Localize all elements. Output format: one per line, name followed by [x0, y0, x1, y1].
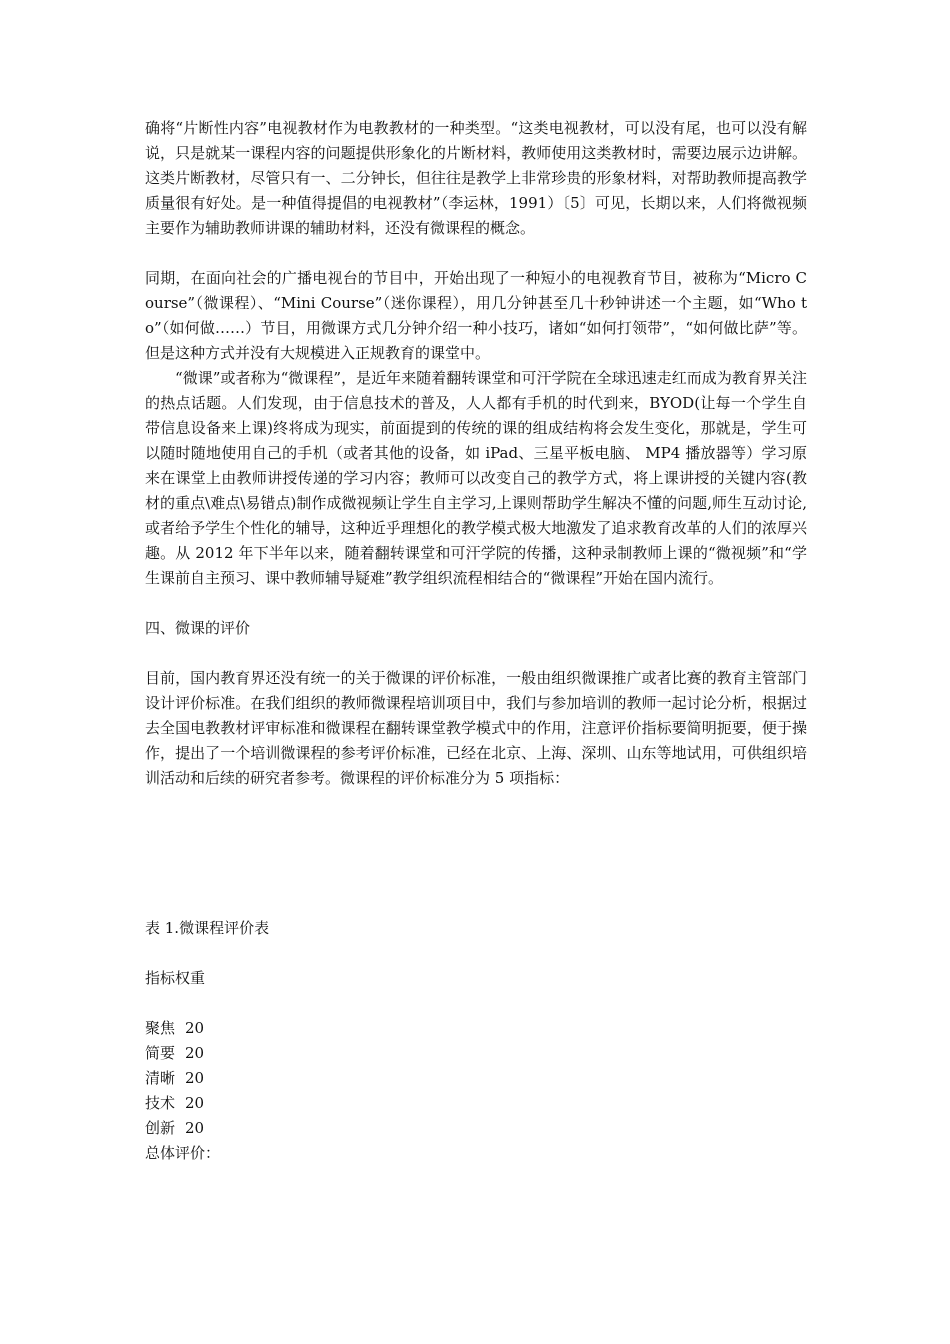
- criteria-weight: 20: [185, 1094, 205, 1112]
- paragraph-film-materials: 确将“片断性内容”电视教材作为电教教材的一种类型。“这类电视教材，可以没有尾，也可以没有解说，只是就某一课程内容的问题提供形象化的片断材料，教师使用这类教材时，需要边展示边讲解。这类片断教材，尽管只有一、二分钟长，但往往是教学上非常珍贵的形象材料，对帮助教师提高教学质量很有好处。是一种值得提倡的电视教材”（李运林，1991）〔5〕可见，长期以来，人们将微视频主要作为辅助教师讲课的辅助材料，还没有微课程的概念。: [145, 119, 807, 237]
- criteria-name: 技术: [145, 1094, 176, 1112]
- overall-evaluation-label: 总体评价：: [145, 1144, 221, 1162]
- criteria-row: [145, 1091, 807, 1116]
- criteria-name: 清晰: [145, 1069, 176, 1087]
- criteria-weight: 20: [185, 1044, 205, 1062]
- criteria-weight: 20: [185, 1119, 205, 1137]
- criteria-row: [145, 1066, 807, 1091]
- criteria-name: 简要: [145, 1044, 176, 1062]
- section-heading-evaluation: 四、微课的评价: [145, 619, 251, 637]
- table-header: 指标权重: [145, 969, 206, 987]
- criteria-row: [145, 1116, 807, 1141]
- criteria-row: [145, 1016, 807, 1041]
- criteria-row: [145, 1041, 807, 1066]
- paragraph-micro-lesson-trend: “微课”或者称为“微课程”，是近年来随着翻转课堂和可汗学院在全球迅速走红而成为教育界关注的热点话题。人们发现，由于信息技术的普及，人人都有手机的时代到来，BYOD(让每一个学生自带信息设备来上课)终将成为现实，前面提到的传统的课的组成结构将会发生变化，那就是，学生可以随时随地使用自己的手机（或者其他的设备，如 iPad、三星平板电脑、 MP4 播放器等）学习原来在课堂上由教师讲授传递的学习内容；教师可以改变自己的教学方式，将上课讲授的关键内容(教材的重点\难点\易错点)制作成微视频让学生自主学习,上课则帮助学生解决不懂的问题,师生互动讨论,或者给予学生个性化的辅导，这种近乎理想化的教学模式极大地激发了追求教育改革的人们的浓厚兴趣。从 2012 年下半年以来，随着翻转课堂和可汗学院的传播，这种录制教师上课的“微视频”和“学生课前自主预习、课中教师辅导疑难”教学组织流程相结合的“微课程”开始在国内流行。: [145, 369, 807, 587]
- paragraph-evaluation-standards: 目前，国内教育界还没有统一的关于微课的评价标准，一般由组织微课推广或者比赛的教育主管部门设计评价标准。在我们组织的教师微课程培训项目中，我们与参加培训的教师一起讨论分析，根据过去全国电教教材评审标准和微课程在翻转课堂教学模式中的作用，注意评价指标要简明扼要，便于操作，提出了一个培训微课程的参考评价标准，已经在北京、上海、深圳、山东等地试用，可供组织培训活动和后续的研究者参考。微课程的评价标准分为 5 项指标：: [145, 669, 807, 787]
- paragraph-broadcast-micro-course: 同期，在面向社会的广播电视台的节目中，开始出现了一种短小的电视教育节目，被称为“Micro Course”（微课程）、“Mini Course”（迷你课程），用几分钟甚至几十秒钟讲述一个主题，如“Who to”（如何做……）节目，用微课方式几分钟介绍一种小技巧，诸如“如何打领带”，“如何做比萨”等。但是这种方式并没有大规模进入正规教育的课堂中。: [145, 269, 807, 362]
- criteria-name: 聚焦: [145, 1019, 176, 1037]
- criteria-weight: 20: [185, 1019, 205, 1037]
- criteria-weight: 20: [185, 1069, 205, 1087]
- table-caption: 表 1.微课程评价表: [145, 919, 270, 937]
- criteria-list: [145, 1016, 807, 1166]
- document-page: [145, 116, 807, 1181]
- criteria-name: 创新: [145, 1119, 176, 1137]
